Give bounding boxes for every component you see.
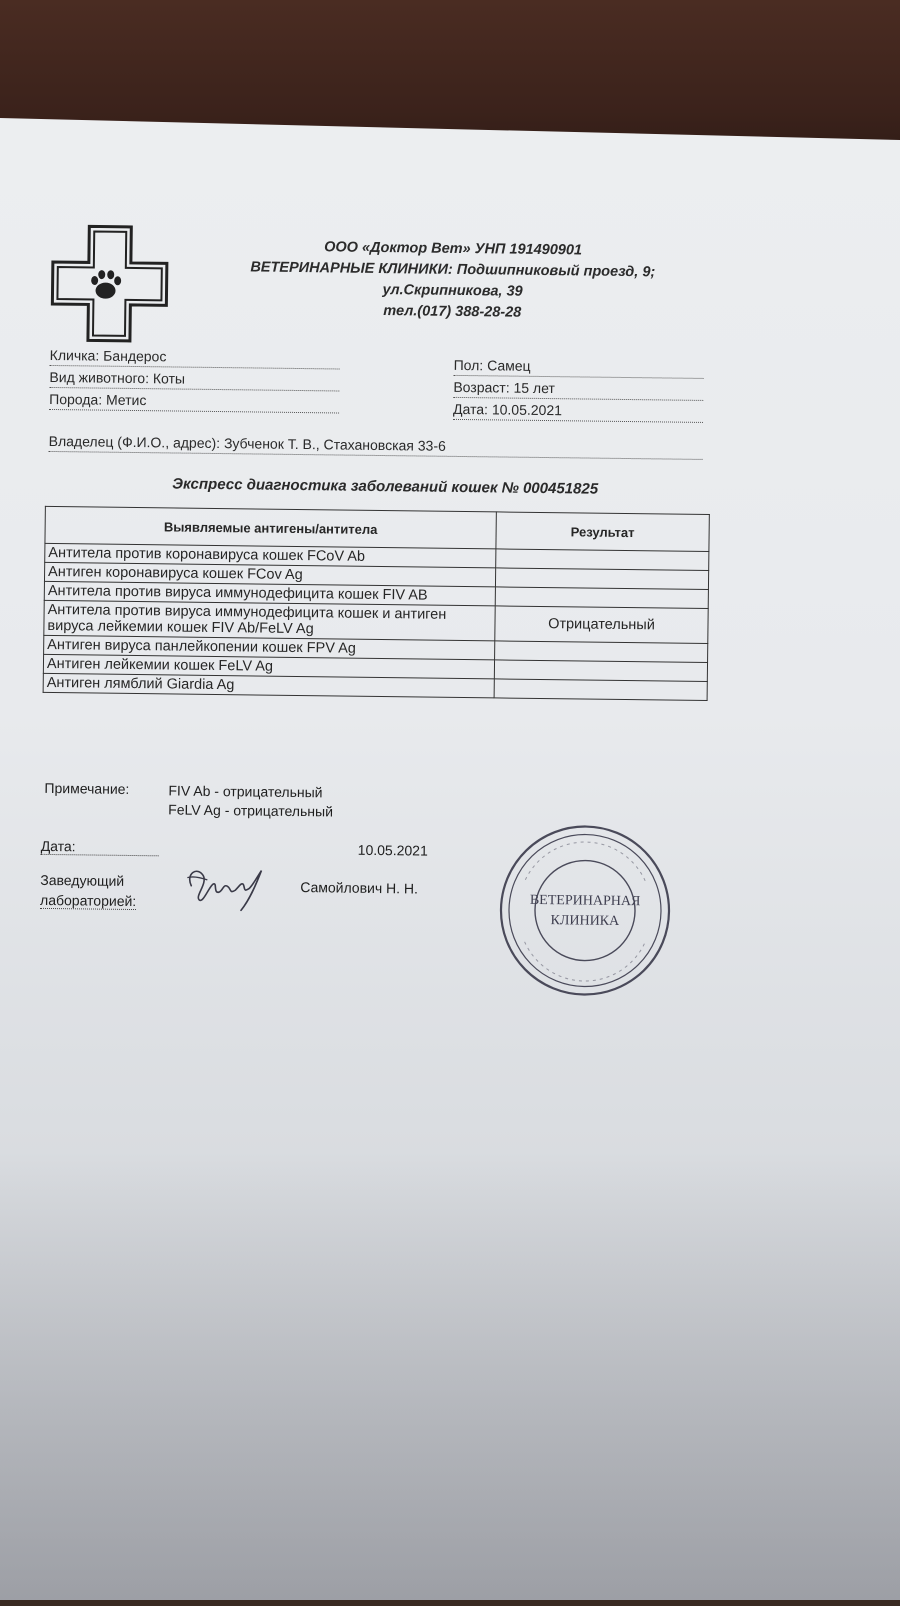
test-result bbox=[496, 549, 709, 571]
signature-icon bbox=[183, 856, 274, 917]
patient-species: Вид животного: Коты bbox=[49, 368, 339, 392]
footer-date-value: 10.05.2021 bbox=[357, 841, 428, 859]
patient-breed: Порода: Метис bbox=[49, 390, 339, 414]
head-label-line2: лабораторией: bbox=[39, 891, 137, 910]
stamp-line1: ВЕТЕРИНАРНАЯ bbox=[529, 892, 641, 910]
head-label-line1: Заведующий bbox=[40, 871, 125, 889]
test-name: Антитела против вируса иммунодефицита кошек и антиген вируса лейкемии кошек FIV Ab/FeLV Ag bbox=[44, 600, 495, 641]
patient-age: Возраст: 15 лет bbox=[453, 378, 703, 401]
clinic-address-line: ВЕТЕРИНАРНЫЕ КЛИНИКИ: Подшипниковый проезд, 9; bbox=[250, 259, 656, 281]
test-result: Отрицательный bbox=[495, 606, 708, 644]
test-name: Антиген лямблий Giardia Ag bbox=[43, 673, 494, 698]
results-table bbox=[43, 506, 710, 701]
clinic-phone-line: тел.(017) 388-28-28 bbox=[383, 303, 522, 321]
column-header-tests: Выявляемые антигены/антитела bbox=[45, 506, 496, 549]
stamp-line2: КЛИНИКА bbox=[550, 913, 620, 929]
note-label: Примечание: bbox=[44, 779, 130, 797]
test-result bbox=[494, 660, 707, 682]
patient-date: Дата: 10.05.2021 bbox=[453, 400, 703, 423]
note-text bbox=[168, 781, 333, 821]
test-name: Антитела против вируса иммунодефицита кошек FIV AB bbox=[44, 581, 495, 606]
test-name: Антиген лейкемии кошек FeLV Ag bbox=[43, 654, 494, 679]
test-result bbox=[494, 679, 707, 701]
clinic-header bbox=[192, 236, 713, 326]
note-line: FIV Ab - отрицательный bbox=[168, 782, 323, 801]
photo-shadow bbox=[0, 1150, 900, 1600]
clinic-address-line-2: ул.Скрипникова, 39 bbox=[382, 282, 523, 300]
clinic-logo-cross-paw-icon bbox=[50, 224, 169, 343]
column-header-result: Результат bbox=[496, 512, 709, 552]
note-line: FeLV Ag - отрицательный bbox=[168, 801, 334, 820]
test-name: Антиген коронавируса кошек FCov Ag bbox=[44, 562, 495, 587]
patient-name: Кличка: Бандерос bbox=[50, 346, 340, 370]
footer-date-label: Дата: bbox=[41, 838, 159, 856]
test-result bbox=[495, 587, 708, 609]
test-name: Антитела против коронавируса кошек FCoV Ab bbox=[45, 543, 496, 568]
owner-info: Владелец (Ф.И.О., адрес): Зубченок Т. В., Стахановская 33-6 bbox=[49, 432, 703, 460]
clinic-name-line: ООО «Доктор Вет» УНП 191490901 bbox=[324, 239, 583, 259]
clinic-stamp bbox=[494, 819, 676, 1001]
test-result bbox=[495, 641, 708, 663]
head-name: Самойлович Н. Н. bbox=[300, 879, 419, 897]
test-name: Антиген вируса панлейкопении кошек FPV Ag bbox=[44, 635, 495, 660]
patient-sex: Пол: Самец bbox=[454, 356, 704, 379]
test-result bbox=[495, 568, 708, 590]
document-title: Экспресс диагностика заболеваний кошек № 000451825 bbox=[172, 475, 599, 498]
